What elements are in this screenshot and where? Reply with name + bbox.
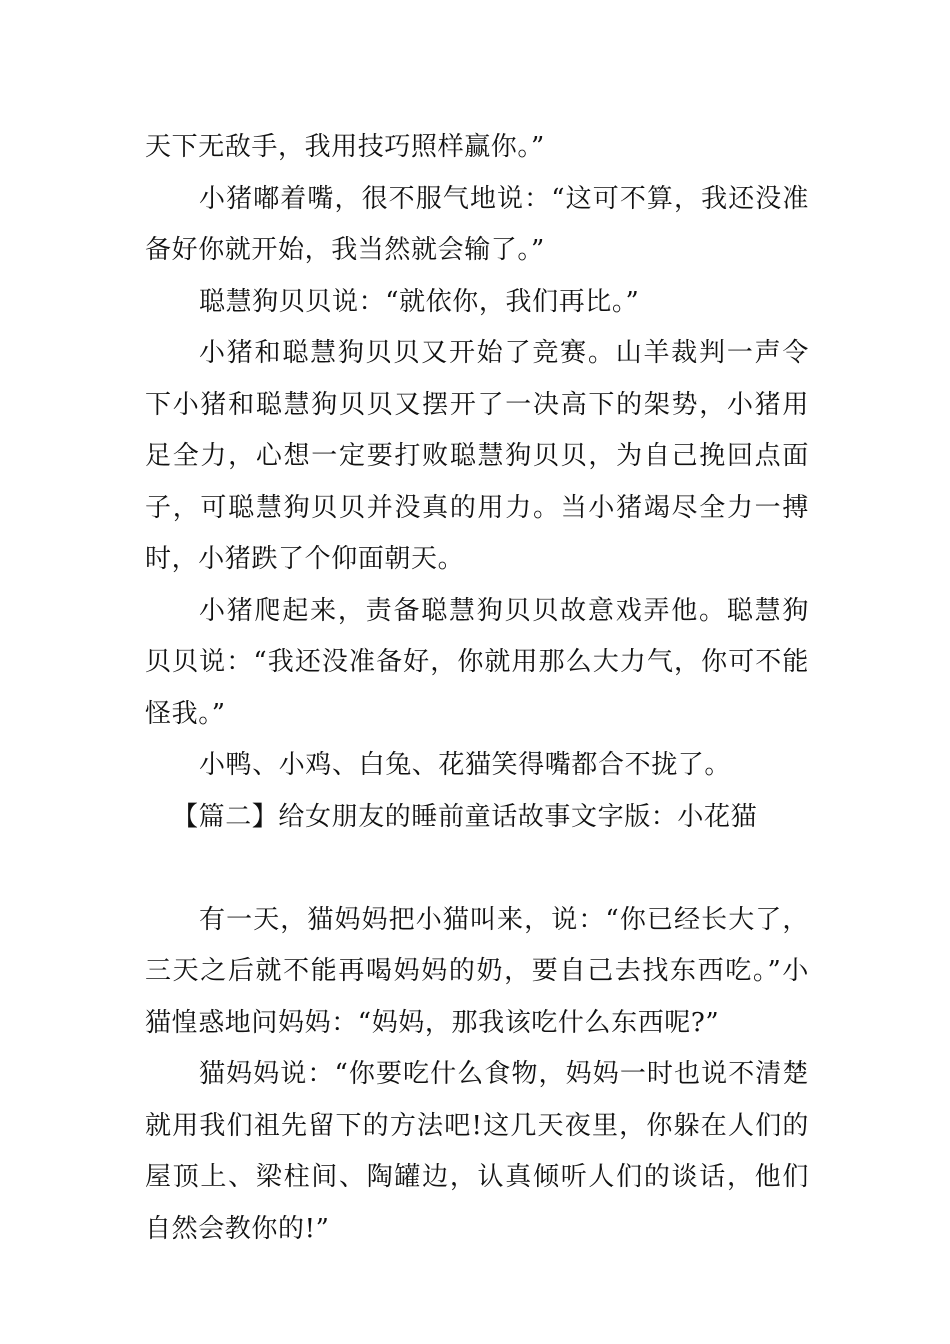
paragraph-rematch: 小猪和聪慧狗贝贝又开始了竞赛。山羊裁判一声令下小猪和聪慧狗贝贝又摆开了一决高下的架势，小猪用足全力，心想一定要打败聪慧狗贝贝，为自己挽回点面子，可聪慧狗贝贝并没真的用力。当小猪竭尽全力一搏时，小猪跌了个仰面朝天。 [145, 338, 809, 574]
section-heading: 【篇二】给女朋友的睡前童话故事文字版：小花猫 [172, 801, 758, 832]
paragraph-dog-agrees: 聪慧狗贝贝说：“就依你，我们再比。” [199, 286, 640, 317]
paragraph-mother-cat: 有一天，猫妈妈把小猫叫来，说：“你已经长大了，三天之后就不能再喝妈妈的奶，要自己去找东西吃。”小猫惶惑地问妈妈：“妈妈，那我该吃什么东西呢?” [145, 904, 809, 1038]
paragraph-pig-complains: 小猪嘟着嘴，很不服气地说：“这可不算，我还没准备好你就开始，我当然就会输了。” [145, 183, 809, 265]
paragraph-ancestor-method: 猫妈妈说：“你要吃什么食物，妈妈一时也说不清楚就用我们祖先留下的方法吧!这几天夜里，你躲在人们的屋顶上、梁柱间、陶罐边，认真倾听人们的谈话，他们自然会教你的!” [145, 1059, 809, 1244]
blank-line [145, 843, 809, 895]
paragraph-pig-blames: 小猪爬起来，责备聪慧狗贝贝故意戏弄他。聪慧狗贝贝说：“我还没准备好，你就用那么大力气，你可不能怪我。” [145, 595, 809, 729]
paragraph-animals-laugh: 小鸭、小鸡、白兔、花猫笑得嘴都合不拢了。 [199, 750, 732, 780]
paragraph-continuation: 天下无敌手，我用技巧照样赢你。” [145, 132, 545, 162]
story-text [145, 122, 809, 1255]
